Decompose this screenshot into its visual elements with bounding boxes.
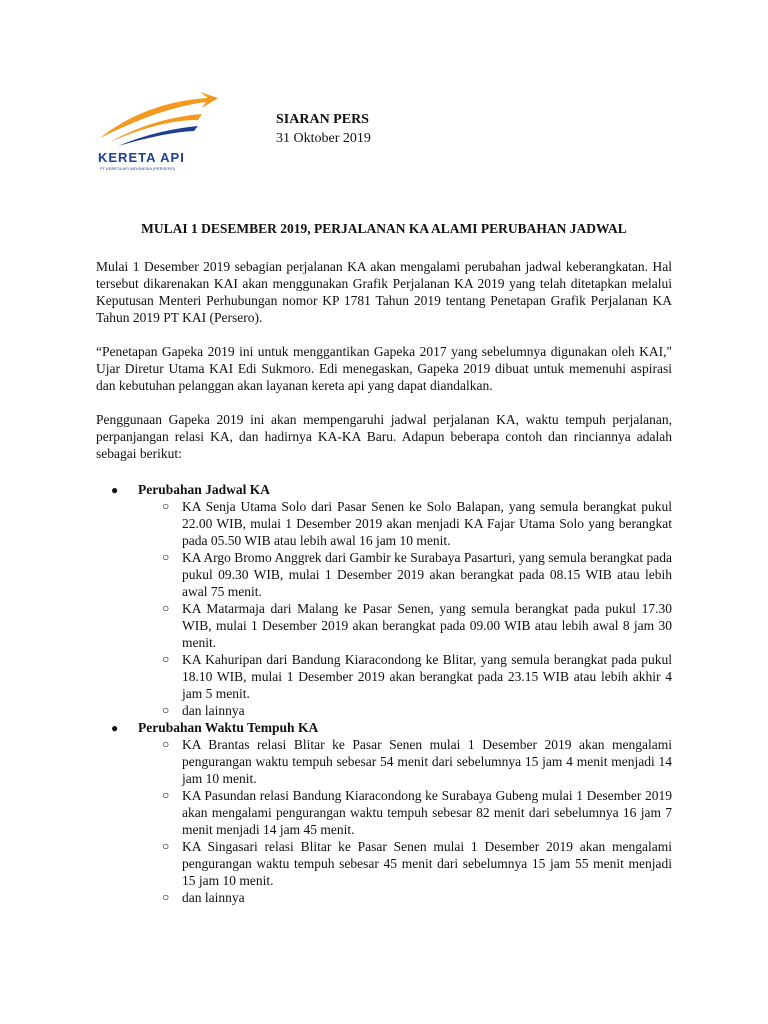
paragraph: Mulai 1 Desember 2019 sebagian perjalanan KA akan mengalami perubahan jadwal keberangkatan. Hal tersebut dikarenakan KAI akan menggunakan Grafik Perjalanan KA 2019 yang telah ditetapkan melalui Keputusan Menteri Perhubungan nomor KP 1781 Tahun 2019 tentang Penetapan Grafik Perjalanan KA Tahun 2019 PT KAI (Persero). [96,259,672,325]
circle-bullet-icon: ○ [162,788,170,802]
list-item-text: KA Kahuripan dari Bandung Kiaracondong ke Blitar, yang semula berangkat pada pukul 18.10 WIB, mulai 1 Desember 2019 akan berangkat pada 23.15 WIB atau lebih akhir 4 jam 5 menit. [182,652,672,701]
kereta-api-logo [80,90,220,180]
document-body [96,258,672,906]
paragraph: “Penetapan Gapeka 2019 ini untuk menggantikan Gapeka 2017 yang sebelumnya digunakan oleh KAI," Ujar Diretur Utama KAI Edi Sukmoro. Edi menegaskan, Gapeka 2019 dibuat untuk memenuhi aspirasi dan kebutuhan pelanggan akan layanan kereta api yang dapat diandalkan. [96,344,672,393]
logo-subtitle: PT KERETA API INDONESIA (PERSERO) [100,166,176,171]
section-item [96,481,672,719]
list-item-text: KA Senja Utama Solo dari Pasar Senen ke Solo Balapan, yang semula berangkat pukul 22.00 WIB, mulai 1 Desember 2019 akan menjadi KA Fajar Utama Solo yang berangkat pada 05.50 WIB atau lebih awal 16 jam 10 menit. [182,499,672,548]
bullet-icon: ● [111,721,119,735]
list-item-text: dan lainnya [182,703,245,718]
circle-bullet-icon: ○ [162,499,170,513]
logo-swoosh-icon [80,90,220,150]
press-header [276,110,371,148]
list-item [138,651,672,702]
paragraph: Penggunaan Gapeka 2019 ini akan mempengaruhi jadwal perjalanan KA, waktu tempuh perjalanan, perpanjangan relasi KA, dan hadirnya KA-KA Baru. Adapun beberapa contoh dan rinciannya adalah sebagai berikut: [96,412,672,461]
list-item-text: KA Singasari relasi Blitar ke Pasar Senen mulai 1 Desember 2019 akan mengalami pengurangan waktu tempuh sebesar 45 menit dari sebelumnya 15 jam 55 menit menjadi 15 jam 10 menit. [182,839,672,888]
list-item [138,889,672,906]
section-item [96,719,672,906]
list-item-text: dan lainnya [182,890,245,905]
section-label: Perubahan Jadwal KA [138,482,271,497]
circle-bullet-icon: ○ [162,703,170,717]
list-item [138,838,672,889]
press-release-date: 31 Oktober 2019 [276,131,371,146]
list-item [138,736,672,787]
circle-bullet-icon: ○ [162,737,170,751]
list-item-text: KA Pasundan relasi Bandung Kiaracondong ke Surabaya Gubeng mulai 1 Desember 2019 akan mengalami pengurangan waktu tempuh sebesar 82 menit dari sebelumnya 16 jam 7 menit menjadi 14 jam 45 menit. [182,788,672,837]
press-release-title: SIARAN PERS [276,112,369,127]
bullet-icon: ● [111,483,119,497]
list-item-text: KA Argo Bromo Anggrek dari Gambir ke Surabaya Pasarturi, yang semula berangkat pada pukul 09.30 WIB, mulai 1 Desember 2019 akan berangkat pada 08.15 WIB atau lebih awal 75 menit. [182,550,672,599]
sub-list [138,736,672,906]
list-item [138,702,672,719]
list-item [138,549,672,600]
circle-bullet-icon: ○ [162,890,170,904]
logo-name: KERETA API [98,150,185,165]
circle-bullet-icon: ○ [162,601,170,615]
section-list [96,481,672,906]
section-label: Perubahan Waktu Tempuh KA [138,720,319,735]
list-item-text: KA Brantas relasi Blitar ke Pasar Senen mulai 1 Desember 2019 akan mengalami pengurangan waktu tempuh sebesar 54 menit dari sebelumnya 15 jam 4 menit menjadi 14 jam 10 menit. [182,737,672,786]
sub-list [138,498,672,719]
circle-bullet-icon: ○ [162,550,170,564]
circle-bullet-icon: ○ [162,652,170,666]
list-item [138,600,672,651]
circle-bullet-icon: ○ [162,839,170,853]
headline: MULAI 1 DESEMBER 2019, PERJALANAN KA ALAMI PERUBAHAN JADWAL [141,221,627,236]
list-item [138,787,672,838]
list-item [138,498,672,549]
list-item-text: KA Matarmaja dari Malang ke Pasar Senen, yang semula berangkat pada pukul 17.30 WIB, mulai 1 Desember 2019 akan berangkat pada 09.00 WIB atau lebih awal 8 jam 30 menit. [182,601,672,650]
